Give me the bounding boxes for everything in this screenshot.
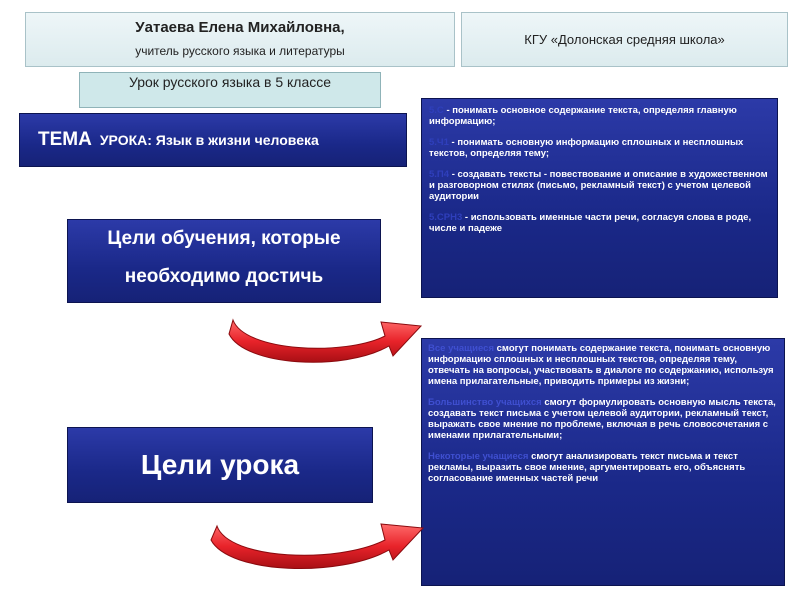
objective-code: 5.П4	[429, 169, 450, 180]
objective-item	[429, 212, 769, 234]
objective-text: - понимать основное содержание текста, определяя главную информацию;	[429, 105, 737, 127]
learning-goals-line1: Цели обучения, которые	[107, 228, 341, 249]
outcome-item	[428, 451, 776, 484]
outcome-text: смогут понимать содержание текста, понимать основную информацию сплошных и несплошных текстов, определяя тему, отвечать на вопросы, участвовать в диалоге по содержанию, используя имена прилагательные, приводить примеры из жизни;	[428, 343, 774, 387]
objective-code: 5.Ч1	[429, 137, 449, 148]
outcome-item	[428, 343, 776, 387]
school-box	[461, 12, 788, 67]
outcome-group: Некоторые учащиеся	[428, 451, 529, 462]
objective-item	[429, 169, 769, 202]
lesson-title: Урок русского языка в 5 классе	[128, 74, 332, 90]
topic-box	[19, 113, 407, 167]
outcome-group: Большинство учащихся	[428, 397, 542, 408]
objective-item	[429, 137, 769, 159]
author-box	[25, 12, 455, 67]
arrow-right-red-icon	[225, 290, 425, 370]
objective-text: - создавать тексты - повествование и описание в художественном и разговорном стилях (письмо, рекламный текст) с учетом целевой аудитории	[429, 169, 768, 202]
objective-text: - использовать именные части речи, согласуя слова в роде, числе и падеже	[429, 212, 752, 234]
objective-text: - понимать основную информацию сплошных и несплошных текстов, определяя тему;	[429, 137, 744, 159]
school-name: КГУ «Долонская средняя школа»	[524, 32, 725, 47]
author-role: учитель русского языка и литературы	[135, 44, 345, 58]
learning-objectives-panel	[421, 98, 778, 298]
learning-goals-line2: необходимо достичь	[124, 266, 324, 287]
lesson-goals-box	[67, 427, 373, 503]
outcome-text: смогут анализировать текст письма и текст рекламы, выразить свое мнение, аргументировать его, объяснять согласование именных частей речи	[428, 451, 746, 484]
lesson-outcomes-panel	[421, 338, 785, 586]
lesson-goals-title: Цели урока	[140, 449, 300, 480]
objective-code: 5.СРН3	[429, 212, 463, 223]
outcome-item	[428, 397, 776, 441]
objective-item	[429, 105, 769, 127]
outcome-text: смогут формулировать основную мысль текста, создавать текст письма с учетом целевой аудитории, рекламный текст, выражать свое мнение по проблеме, включая в речь словосочетания с именами прилагательными;	[428, 397, 776, 441]
author-name: Уатаева Елена Михайловна,	[135, 19, 345, 36]
lesson-box	[79, 72, 381, 108]
objective-code: 5.С	[429, 105, 444, 116]
topic-prefix: ТЕМА	[38, 129, 92, 150]
outcome-group: Все учащиеся	[428, 343, 494, 354]
topic-title: УРОКА: Язык в жизни человека	[99, 132, 319, 148]
arrow-right-red-icon	[207, 498, 427, 580]
